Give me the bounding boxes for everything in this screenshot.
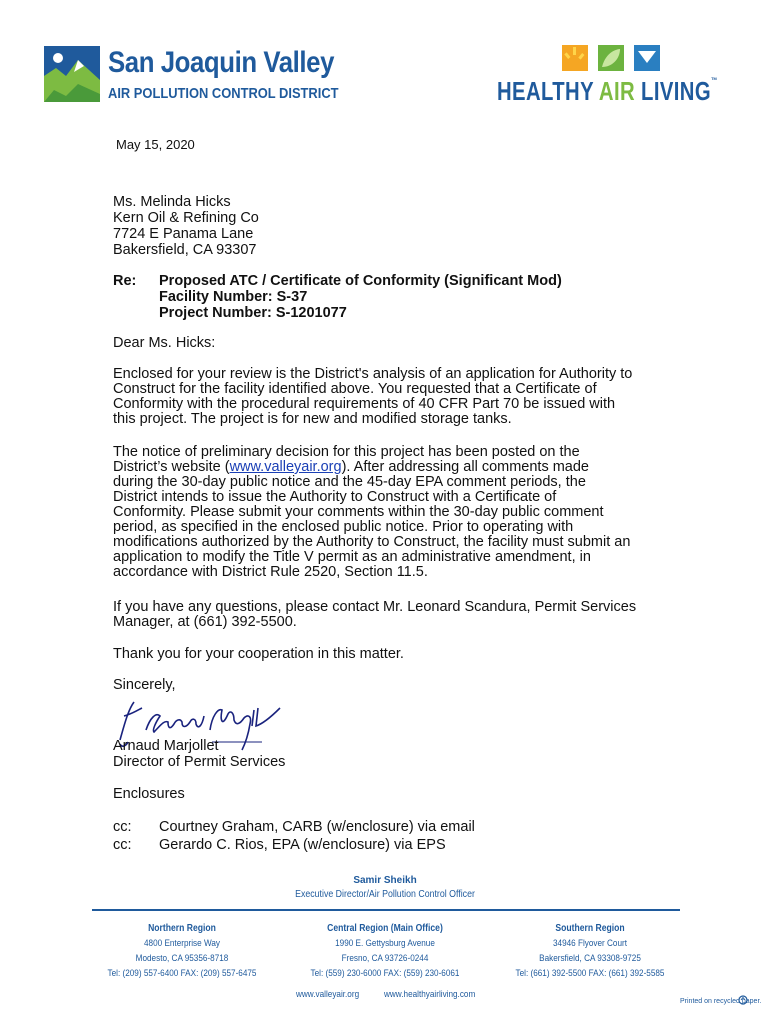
paragraph-line: If you have any questions, please contact Mr. Leonard Scandura, Permit Services [113,599,637,615]
re-line: Proposed ATC / Certificate of Conformity (Significant Mod) [159,273,562,289]
paragraph-line: The notice of preliminary decision for this project has been posted on the [113,444,580,460]
paragraph-line: accordance with District Rule 2520, Section 11.5. [113,564,428,580]
hal-trademark: ™ [710,76,718,85]
paragraph-line: during the 30-day public notice and the 45-day EPA comment periods, the [113,474,586,490]
footer-divider [92,909,680,911]
paragraph-line: period, as specified in the enclosed public notice. Prior to operating with [113,519,574,535]
hal-healthy: HEALTHY [497,76,594,106]
footer-web-valleyair[interactable]: www.valleyair.org [296,989,360,1000]
signer-title: Director of Permit Services [113,754,286,770]
region-southern [490,921,690,981]
re-label: Re: [113,273,137,289]
cc-entry: Gerardo C. Rios, EPA (w/enclosure) via EPS [159,837,446,853]
officer-name: Samir Sheikh [353,875,417,886]
region-phone: Tel: (559) 230-6000 FAX: (559) 230-6061 [310,968,460,979]
region-phone: Tel: (209) 557-6400 FAX: (209) 557-6475 [107,968,257,979]
cc-label: cc: [113,837,132,853]
region-name: Southern Region [555,923,625,934]
recipient-line: Kern Oil & Refining Co [113,210,259,226]
hal-living: LIVING [641,76,711,106]
recycled-paper-note: Printed on recycled paper. [680,998,762,1005]
recipient-line: Ms. Melinda Hicks [113,194,231,210]
healthy-air-living-icons [562,45,722,78]
hal-air: AIR [598,76,636,106]
recipient-line: 7724 E Panama Lane [113,226,254,242]
cc-label: cc: [113,819,132,835]
sjv-subtitle: AIR POLLUTION CONTROL DISTRICT [108,85,339,102]
paragraph-line: modifications authorized by the Authority to Construct, the facility must submit an [113,534,631,550]
paragraph-line: application to modify the Title V permit as an administrative amendment, in [113,549,591,565]
paragraph-1 [113,367,632,427]
paragraph-line: Construct for the facility identified above. You requested that a Certificate of [113,381,597,397]
region-street: 34946 Flyover Court [552,938,628,949]
region-street: 4800 Enterprise Way [143,938,220,949]
footer-web-healthyairliving[interactable]: www.healthyairliving.com [384,989,476,1000]
cc-entry: Courtney Graham, CARB (w/enclosure) via email [159,819,475,835]
closing: Sincerely, [113,677,176,693]
officer-title: Executive Director/Air Pollution Control Officer [295,889,475,900]
paragraph-2 [113,445,630,580]
re-line: Facility Number: S-37 [159,289,308,305]
footer-officer [235,875,535,900]
paragraph-4: Thank you for your cooperation in this matter. [113,646,404,662]
paragraph-fragment: District’s website ( [113,459,230,475]
salutation: Dear Ms. Hicks: [113,335,216,351]
re-block [159,273,562,321]
region-city: Fresno, CA 93726-0244 [341,953,429,964]
paragraph-fragment: ). After addressing all comments made [341,459,589,475]
paragraph-line: District intends to issue the Authority to Construct with a Certificate of [113,489,557,505]
region-name: Northern Region [148,923,216,934]
paragraph-line: Manager, at (661) 392-5500. [113,614,297,630]
paragraph-line: Conformity. Please submit your comments within the 30-day public comment [113,504,604,520]
paragraph-line: Enclosed for your review is the District's analysis of an application for Authority to [113,366,633,382]
paragraph-line: Conformity with the procedural requirements of 40 CFR Part 70 be issued with [113,396,616,412]
region-city: Bakersfield, CA 93308-9725 [539,953,641,964]
recipient-line: Bakersfield, CA 93307 [113,242,257,258]
sjv-logo-icon [44,46,100,102]
recipient-block [113,194,259,258]
region-city: Modesto, CA 95356-8718 [135,953,229,964]
region-street: 1990 E. Gettysburg Avenue [335,938,435,949]
valleyair-link[interactable]: www.valleyair.org [229,459,342,475]
region-phone: Tel: (661) 392-5500 FAX: (661) 392-5585 [515,968,665,979]
region-name: Central Region (Main Office) [327,923,443,934]
paragraph-3 [113,600,636,630]
paragraph-line [113,460,630,475]
healthy-air-living-wordmark [497,76,718,107]
region-northern [82,921,282,981]
region-central [285,921,485,981]
signer-name: Arnaud Marjollet [113,738,219,754]
letter-date: May 15, 2020 [116,137,195,152]
paragraph-line: this project. The project is for new and modified storage tanks. [113,411,512,427]
re-line: Project Number: S-1201077 [159,305,347,321]
sjv-title: San Joaquin Valley [108,46,334,79]
enclosures-label: Enclosures [113,786,185,802]
